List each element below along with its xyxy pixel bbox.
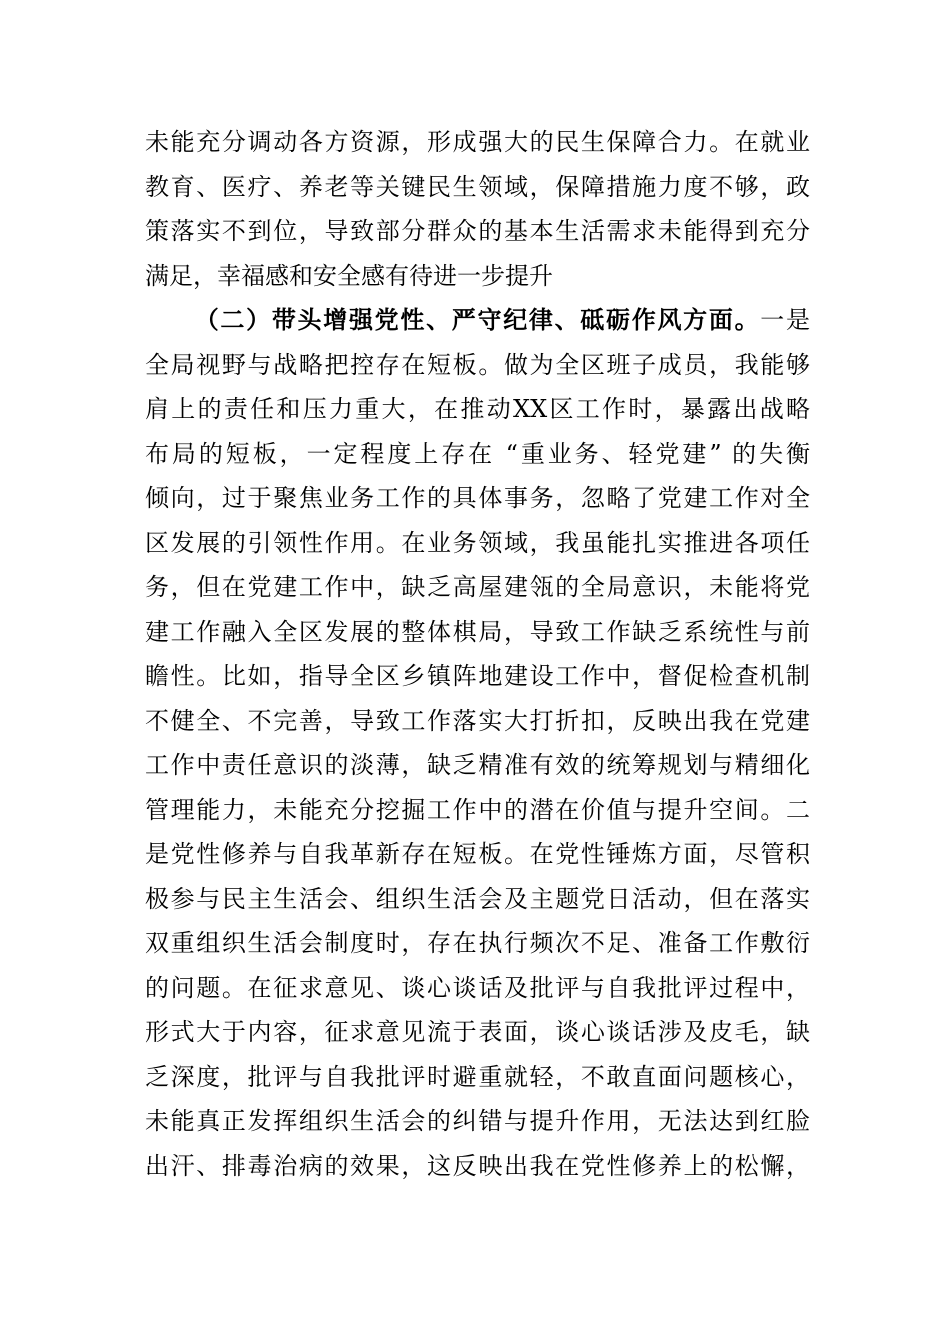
text-line: 瞻性。比如，指导全区乡镇阵地建设工作中，督促检查机制: [145, 662, 810, 690]
text-line: 布局的短板，一定程度上存在 “重业务、轻党建” 的失衡: [145, 439, 810, 468]
text-line: 的问题。在征求意见、谈心谈话及批评与自我批评过程中，: [145, 973, 810, 1002]
text-line: 全局视野与战略把控存在短板。做为全区班子成员，我能够: [145, 350, 810, 379]
text-line: 不健全、不完善，导致工作落实大打折扣，反映出我在党建: [145, 706, 810, 735]
text-line: 满足，幸福感和安全感有待进一步提升: [145, 261, 553, 290]
text-line: 形式大于内容，征求意见流于表面，谈心谈话涉及皮毛，缺: [145, 1018, 810, 1046]
body-text: [145, 120, 810, 1188]
text-line: 区发展的引领性作用。在业务领域，我虽能扎实推进各项任: [145, 528, 810, 557]
text-line: 策落实不到位，导致部分群众的基本生活需求未能得到充分: [145, 217, 810, 245]
text-line: 是党性修养与自我革新存在短板。在党性锤炼方面，尽管积: [145, 840, 810, 868]
text-line: 未能真正发挥组织生活会的纠错与提升作用，无法达到红脸: [145, 1107, 810, 1135]
text-line: 双重组织生活会制度时，存在执行频次不足、准备工作敷衍: [145, 929, 810, 957]
text-fragment: 一是: [760, 306, 811, 334]
text-line: 务，但在党建工作中，缺乏高屋建瓴的全局意识，未能将党: [145, 573, 810, 601]
text-line: 未能充分调动各方资源，形成强大的民生保障合力。在就业: [145, 128, 810, 156]
text-line: 乏深度，批评与自我批评时避重就轻，不敢直面问题核心，: [145, 1062, 810, 1091]
text-line: 工作中责任意识的淡薄，缺乏精准有效的统筹规划与精细化: [145, 751, 810, 779]
text-line: 极参与民主生活会、组织生活会及主题党日活动，但在落实: [145, 884, 810, 913]
section-heading: （二）带头增强党性、严守纪律、砥砺作风方面。: [193, 305, 761, 334]
paragraph-heading-line: [145, 298, 810, 343]
text-line: 出汗、排毒治病的效果，这反映出我在党性修养上的松懈，: [145, 1151, 810, 1180]
text-line: 倾向，过于聚焦业务工作的具体事务，忽略了党建工作对全: [145, 484, 810, 512]
text-line: 教育、医疗、养老等关键民生领域，保障措施力度不够，政: [145, 172, 810, 201]
text-line: 建工作融入全区发展的整体棋局，导致工作缺乏系统性与前: [145, 617, 810, 646]
text-line: 管理能力，未能充分挖掘工作中的潜在价值与提升空间。二: [145, 795, 810, 824]
text-line: 肩上的责任和压力重大，在推动XX区工作时，暴露出战略: [145, 395, 810, 423]
